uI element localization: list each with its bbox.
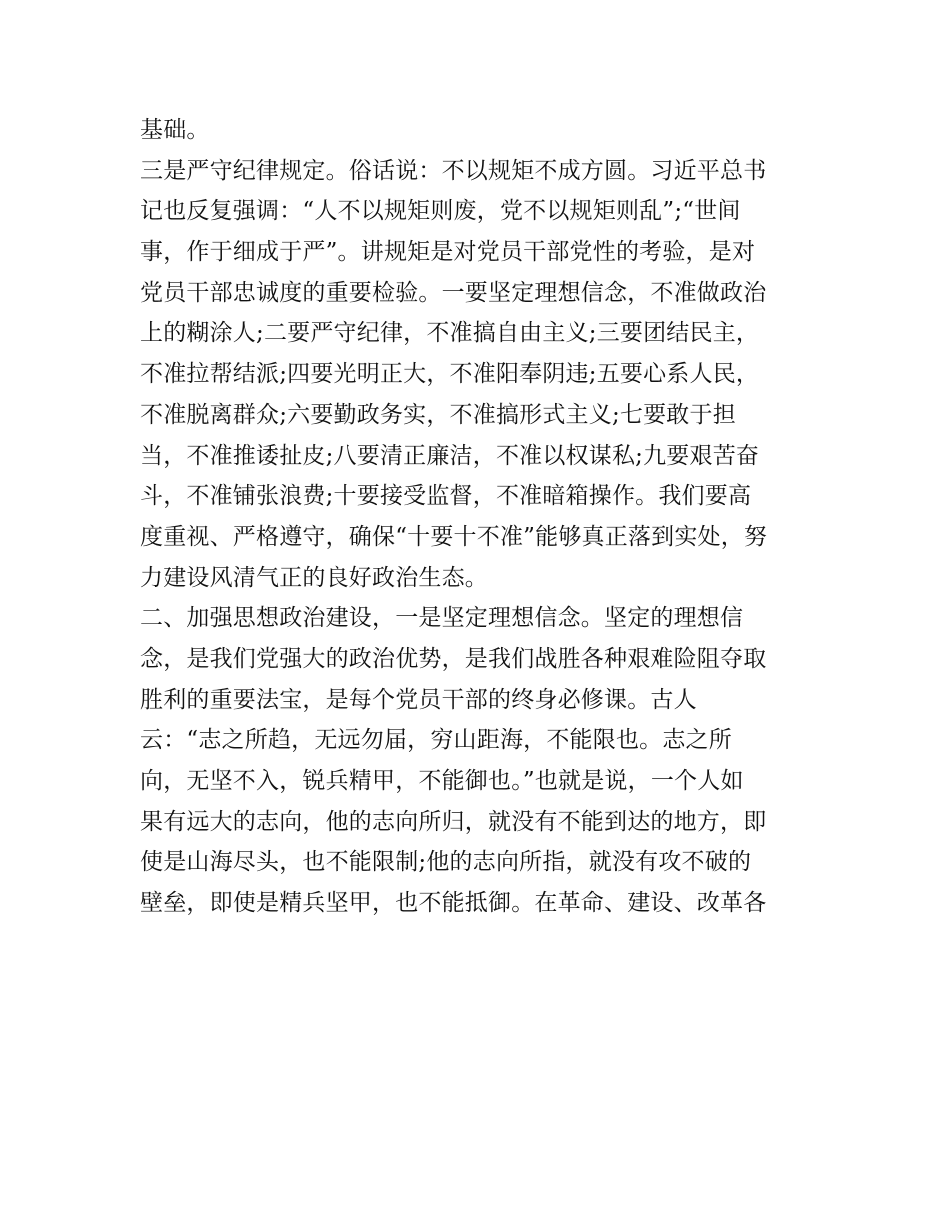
text-line: 当，不准推诿扯皮;八要清正廉洁，不准以权谋私;九要艰苦奋	[140, 442, 760, 469]
text-line: 基础。	[140, 117, 210, 143]
text-line: 二、加强思想政治建设，一是坚定理想信念。坚定的理想信	[140, 605, 744, 632]
text-line: 斗，不准铺张浪费;十要接受监督，不准暗箱操作。我们要高	[140, 483, 752, 510]
text-line: 三是严守纪律规定。俗话说：不以规矩不成方圆。习近平总书	[140, 157, 767, 184]
text-line: 记也反复强调：“人不以规矩则废，党不以规矩则乱”;“世间	[140, 198, 741, 225]
text-line: 不准脱离群众;六要勤政务实，不准搞形式主义;七要敢于担	[140, 401, 736, 428]
text-line: 云：“志之所趋，无远勿届，穷山距海，不能限也。志之所	[140, 727, 732, 754]
text-line: 使是山海尽头，也不能限制;他的志向所指，就没有攻不破的	[140, 849, 752, 876]
text-line: 壁垒，即使是精兵坚甲，也不能抵御。在革命、建设、改革各	[140, 890, 767, 917]
text-line: 力建设风清气正的良好政治生态。	[140, 564, 488, 591]
text-line: 念，是我们党强大的政治优势，是我们战胜各种艰难险阻夺取	[140, 645, 767, 672]
text-line: 事，作于细成于严”。讲规矩是对党员干部党性的考验，是对	[140, 239, 756, 266]
text-line: 党员干部忠诚度的重要检验。一要坚定理想信念，不准做政治	[140, 279, 767, 306]
body-text	[140, 110, 820, 924]
text-line: 向，无坚不入，锐兵精甲，不能御也。”也就是说，一个人如	[140, 768, 744, 794]
text-line: 果有远大的志向，他的志向所归，就没有不能到达的地方，即	[140, 808, 767, 835]
text-line: 胜利的重要法宝，是每个党员干部的终身必修课。古人	[140, 686, 697, 713]
text-line: 度重视、严格遵守，确保“十要十不准”能够真正落到实处，努	[140, 523, 768, 550]
text-line: 上的糊涂人;二要严守纪律，不准搞自由主义;三要团结民主，	[140, 320, 760, 347]
text-line: 不准拉帮结派;四要光明正大，不准阳奉阴违;五要心系人民，	[140, 361, 760, 388]
